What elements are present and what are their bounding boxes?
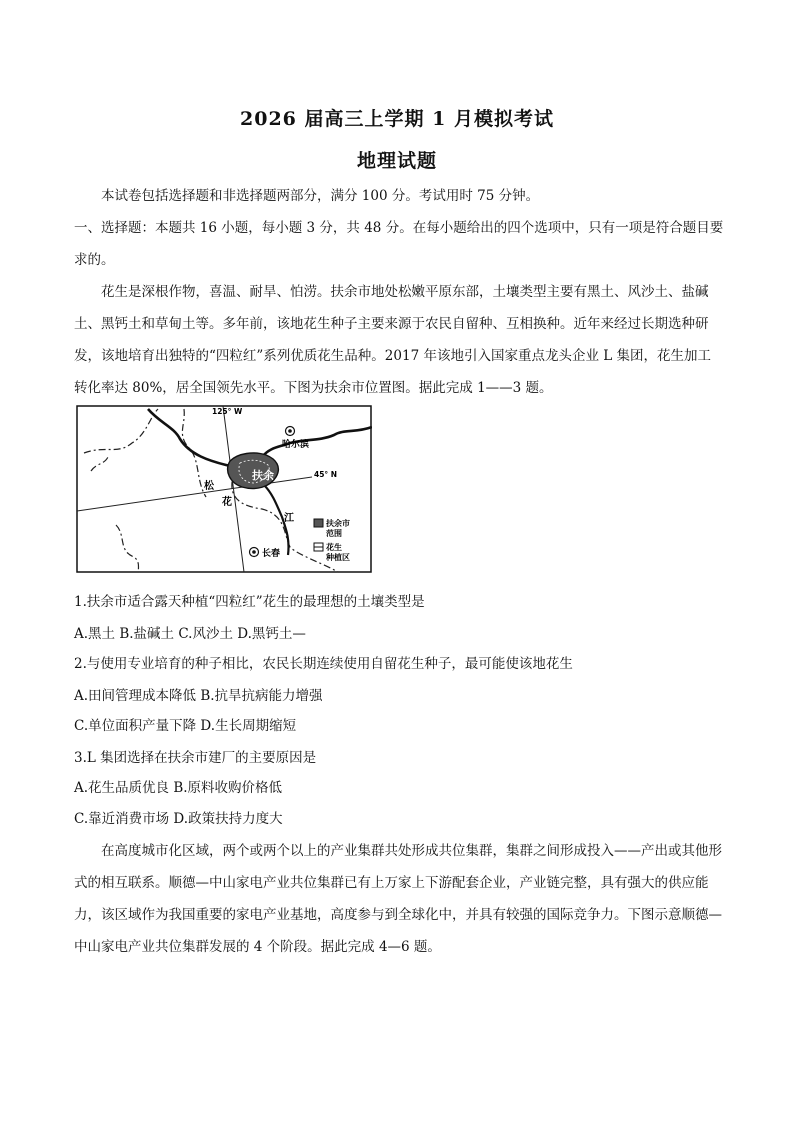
changchun-city-dot — [252, 550, 256, 554]
latitude-label: 45° N — [314, 470, 338, 479]
changchun-label: 长春 — [262, 549, 281, 559]
legend-scope-line2: 范围 — [326, 529, 342, 538]
question-3-options-cd: C.靠近消费市场 D.政策扶持力度大 — [74, 811, 283, 827]
exam-title: 2026 届高三上学期 1 月模拟考试 — [240, 108, 554, 130]
river-char: 江 — [284, 513, 294, 524]
question-1-stem: 1.扶余市适合露天种植“四粒红”花生的最理想的土壤类型是 — [74, 594, 425, 610]
question-3-stem: 3.L 集团选择在扶余市建厂的主要原因是 — [74, 750, 317, 766]
harbin-label: 哈尔滨 — [282, 440, 310, 450]
question-2-stem: 2.与使用专业培育的种子相比，农民长期连续使用自留花生种子，最可能使该地花生 — [74, 656, 573, 672]
river-char: 松 — [204, 481, 214, 492]
question-2-options-cd: C.单位面积产量下降 D.生长周期缩短 — [74, 718, 297, 734]
legend-scope-line1: 扶余市 — [326, 519, 350, 528]
question-1-options: A.黑土 B.盐碱土 C.风沙土 D.黑钙土— — [74, 626, 306, 642]
legend-peanut-line1: 花生 — [326, 543, 342, 552]
longitude-label: 125° W — [212, 407, 243, 416]
exam-intro: 本试卷包括选择题和非选择题两部分，满分 100 分。考试用时 75 分钟。 — [101, 188, 540, 204]
question-2-options-ab: A.田间管理成本降低 B.抗旱抗病能力增强 — [74, 688, 323, 704]
legend-scope-swatch — [314, 519, 323, 527]
passage-industry-cluster: 在高度城市化区域，两个或两个以上的产业集群共处形成共位集群，集群之间形成投入——产出或其他形式的相互联系。顺德—中山家电产业共位集群已有上万家上下游配套企业，产业链完整，具有强大的供应能力，该区域作为我国重要的家电产业基地，高度参与到全球化中，并具有较强的国际竞争力。下图示意顺德—中山家电产业共位集群发展的 4 个阶段。据此完成 4—6 题。 — [74, 843, 722, 955]
river-char: 花 — [222, 497, 232, 508]
legend-peanut-line2: 种植区 — [326, 553, 350, 562]
exam-subtitle: 地理试题 — [356, 150, 437, 172]
harbin-city-dot — [288, 429, 292, 433]
section-heading: 一、选择题：本题共 16 小题，每小题 3 分，共 48 分。在每小题给出的四个选项中，只有一项是符合题目要求的。 — [74, 220, 724, 268]
question-3-options-ab: A.花生品质优良 B.原料收购价格低 — [74, 780, 283, 796]
passage-peanut: 花生是深根作物，喜温、耐旱、怕涝。扶余市地处松嫩平原东部，土壤类型主要有黑土、风沙土、盐碱土、黑钙土和草甸土等。多年前，该地花生种子主要来源于农民自留种、互相换种。近年来经过长期选种研发，该地培育出独特的“四粒红”系列优质花生品种。2017 年该地引入国家重点龙头企业 L 集团，花生加工转化率达 80%，居全国领先水平。下图为扶余市位置图。据此完成 1——3 题。 — [74, 284, 711, 396]
fuyu-label: 扶余 — [252, 469, 274, 482]
fuyu-location-map — [76, 405, 372, 573]
